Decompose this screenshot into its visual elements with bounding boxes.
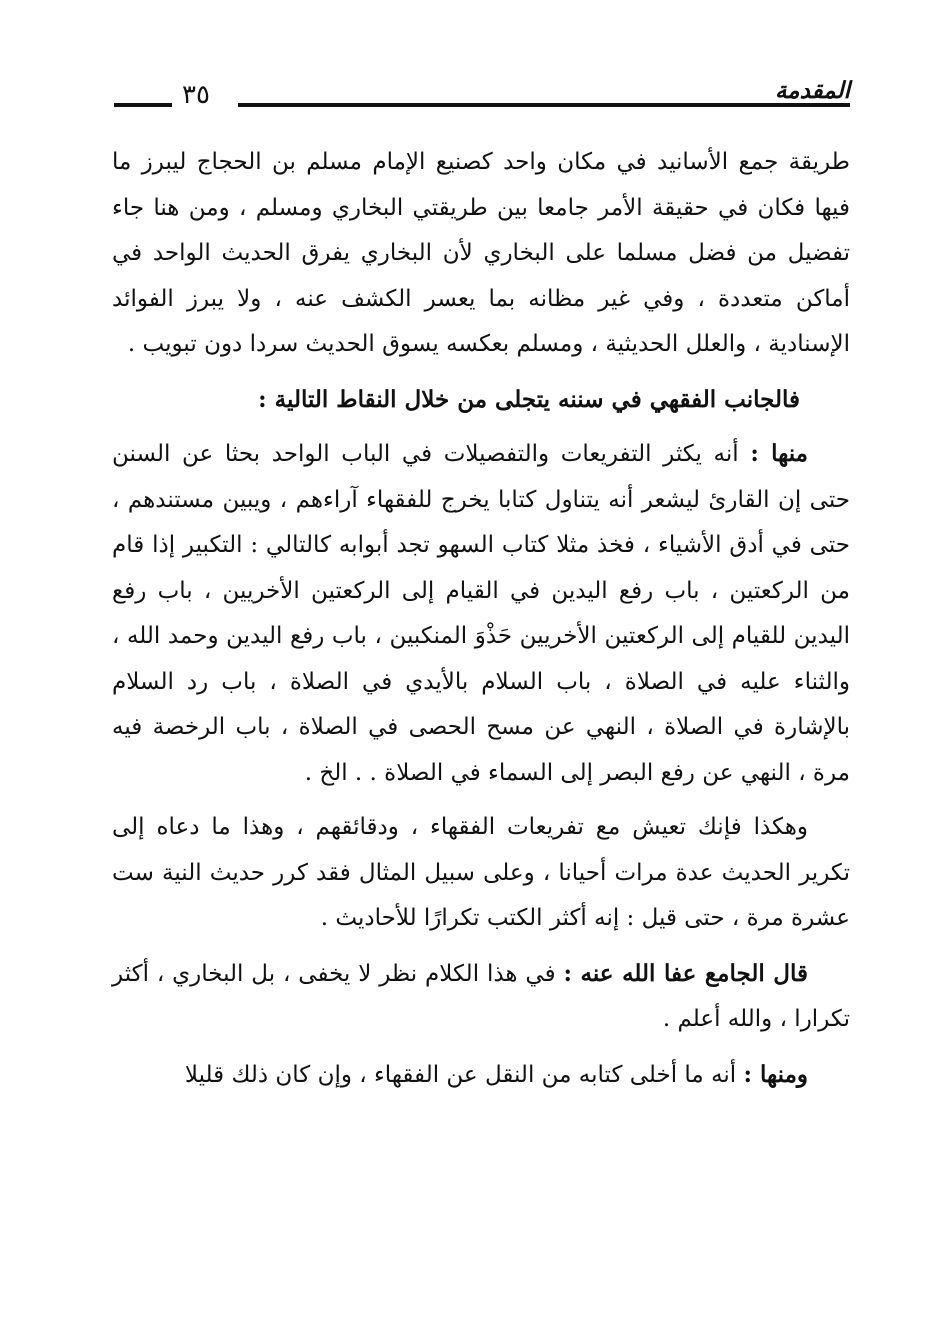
paragraph-lead-jami: قال الجامع عفا الله عنه :: [563, 959, 808, 987]
paragraph-tafriat: [112, 431, 850, 796]
paragraph-text-naql: أنه ما أخلى كتابه من النقل عن الفقهاء ، وإن كان ذلك قليلا: [184, 1061, 744, 1088]
page-number: ٣٥: [182, 80, 210, 110]
paragraph-comment: [112, 951, 850, 1043]
paragraph-naql: [112, 1052, 850, 1099]
section-heading-fiqh: فالجانب الفقهي في سننه يتجلى من خلال النقاط التالية :: [258, 385, 800, 413]
page-header: [110, 76, 850, 116]
paragraph-lead-wa-minha: ومنها :: [743, 1060, 808, 1088]
header-rule-left: [114, 103, 172, 107]
paragraph-text-comment: في هذا الكلام نظر لا يخفى ، بل البخاري ، أكثر تكرارا ، والله أعلم .: [112, 960, 850, 1032]
paragraph-isnad-method: طريقة جمع الأسانيد في مكان واحد كصنيع الإمام مسلم بن الحجاج ليبرز ما فيها فكان في حقيقة الأمر جامعا بين طريقتي البخاري ومسلم ، ومن هنا جاء تفضيل من فضل مسلما على البخاري لأن البخاري يفرق الحديث الواحد في أماكن متعددة ، وفي غير مظانه بما يعسر الكشف عنه ، ولا يبرز الفوائد الإسنادية ، والعلل الحديثية ، ومسلم بعكسه يسوق الحديث سردا دون تبويب .: [112, 149, 850, 357]
page-body: [112, 140, 850, 1098]
paragraph-text-tafriat: أنه يكثر التفريعات والتفصيلات في الباب الواحد بحثا عن السنن حتى إن القارئ ليشعر أنه يتناول كتابا يخرج للفقهاء آراءهم ، ويبين مستندهم ، حتى في أدق الأشياء ، فخذ مثلا كتاب السهو تجد أبوابه كالتالي : التكبير إذا قام من الركعتين ، باب رفع اليدين في القيام إلى الركعتين الأخريين ، باب رفع اليدين للقيام إلى الركعتين الأخريين حَذْوَ المنكبين ، باب رفع اليدين وحمد الله ، والثناء عليه في الصلاة ، باب السلام بالأيدي في الصلاة ، باب رد السلام بالإشارة في الصلاة ، النهي عن مسح الحصى في الصلاة ، باب الرخصة فيه مرة ، النهي عن رفع البصر إلى السماء في الصلاة . . الخ .: [112, 441, 850, 786]
paragraph-lead-minha: منها :: [750, 440, 809, 467]
paragraph-takrir: وهكذا فإنك تعيش مع تفريعات الفقهاء ، ودقائقهم ، وهذا ما دعاه إلى تكرير الحديث عدة مرات أحيانا ، وعلى سبيل المثال فقد كرر حديث النية ست عشرة مرة ، حتى قيل : إنه أكثر الكتب تكرارًا للأحاديث .: [112, 814, 850, 931]
running-title: المقدمة: [774, 77, 850, 104]
header-rule-right: [238, 103, 850, 107]
